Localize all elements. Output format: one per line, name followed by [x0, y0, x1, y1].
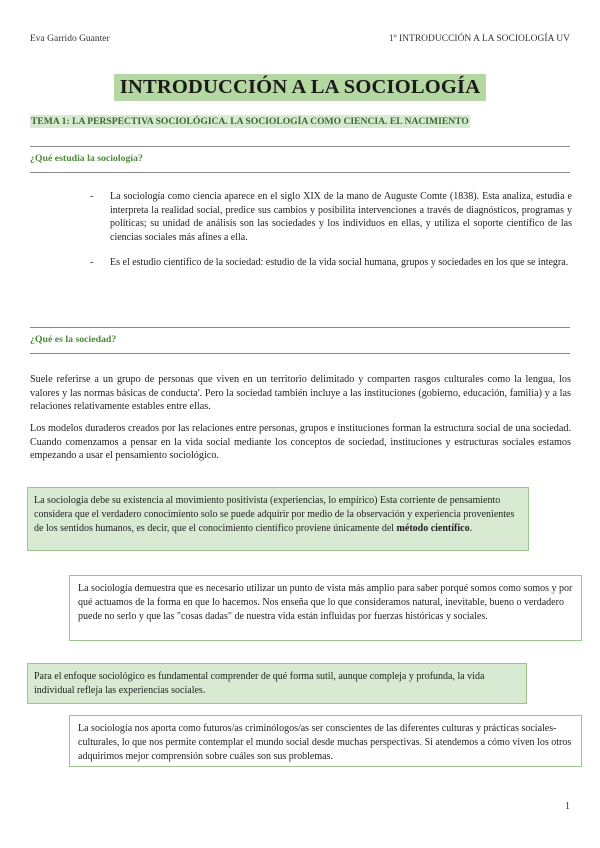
- divider: [30, 146, 570, 147]
- paragraph: Suele referirse a un grupo de personas que viven en un territorio delimitado y comparten rasgos culturales como la lengua, los valores y las normas básicas de conducta'. Pero la sociedad también incluye a las instituciones (gobierno, educación, familia) y a las relaciones relativamente estables entre ellas.: [30, 374, 571, 413]
- paragraph: Los modelos duraderos creados por las relaciones entre personas, grupos e instituciones forman la estructura social de una sociedad. Cuando comenzamos a pensar en la vida social mediante los conceptos de sociedad, instituciones y estructuras sociales estamos empezando a usar el pensamiento sociológico.: [30, 423, 571, 462]
- bullet-item: [90, 256, 572, 270]
- divider: [30, 353, 570, 354]
- approach-text: Para el enfoque sociológico es fundamental comprender de qué forma sutil, aunque compleja y profunda, la vida individual refleja las experiencias sociales.: [34, 671, 485, 696]
- header-course: 1º INTRODUCCIÓN A LA SOCIOLOGÍA UV: [388, 34, 570, 44]
- perspective-text: La sociología demuestra que es necesario utilizar un punto de vista más amplio para saber porqué somos como somos y por qué actuamos de la forma en que lo hacemos. Nos enseña que lo que consideramos natural, inevitable, bueno o verdadero puede no serlo y que las "cosas dadas" de nuestra vida están influidas por fuerzas históricas y sociales.: [78, 583, 573, 622]
- criminology-box: [69, 715, 582, 767]
- sociological-approach-box: [27, 663, 527, 704]
- section-heading-que-es-sociedad: ¿Qué es la sociedad?: [30, 334, 117, 345]
- positivism-text: La sociología debe su existencia al movimiento positivista (experiencias, lo empírico) Esta corriente de pensamiento considera que el verdadero conocimiento solo se puede adquirir por medio de la observación y experiencia provenientes de los sentidos humanos, es decir, que el conocimiento científico proviene únicamente del: [34, 495, 515, 534]
- page-number: 1: [565, 801, 570, 812]
- sociology-perspective-box: [69, 575, 582, 641]
- divider: [30, 327, 570, 328]
- divider: [30, 172, 570, 173]
- criminology-text: La sociología nos aporta como futuros/as criminólogos/as ser conscientes de las diferentes culturas y prácticas sociales-culturales, lo que nos permite contemplar el mundo social desde muchas perspectivas. Si atendemos a cómo viven los otros adquirimos mejor comprensión sobre cuáles son sus problemas.: [78, 723, 572, 762]
- title-wrapper: [0, 74, 600, 101]
- document-title: INTRODUCCIÓN A LA SOCIOLOGÍA: [114, 74, 486, 101]
- dash-marker: -: [90, 191, 94, 202]
- dash-marker: -: [90, 257, 94, 268]
- positivism-box: [27, 487, 529, 551]
- bullet-text: Es el estudio científico de la sociedad: estudio de la vida social humana, grupos y sociedades en los que se integra.: [110, 257, 569, 268]
- bullet-item: [90, 190, 572, 244]
- section-heading-que-estudia: ¿Qué estudia la sociología?: [30, 153, 143, 164]
- header-author: Eva Garrido Guanter: [30, 34, 110, 44]
- positivism-end: .: [469, 522, 473, 534]
- bullet-text: La sociología como ciencia aparece en el siglo XIX de la mano de Auguste Comte (1838). Esta analiza, estudia e interpreta la realidad social, predice sus cambios y posibilita intervenciones a través de diagnósticos, programas y políticas; su unidad de análisis son las sociedades y los individuos en ellas, y utiliza el soporte científico de las ciencias sociales más afines a ella.: [110, 191, 572, 243]
- tema-heading: TEMA 1: LA PERSPECTIVA SOCIOLÓGICA. LA SOCIOLOGÍA COMO CIENCIA. EL NACIMIENTO: [31, 116, 469, 127]
- metodo-cientifico-bold: método científico: [396, 522, 470, 534]
